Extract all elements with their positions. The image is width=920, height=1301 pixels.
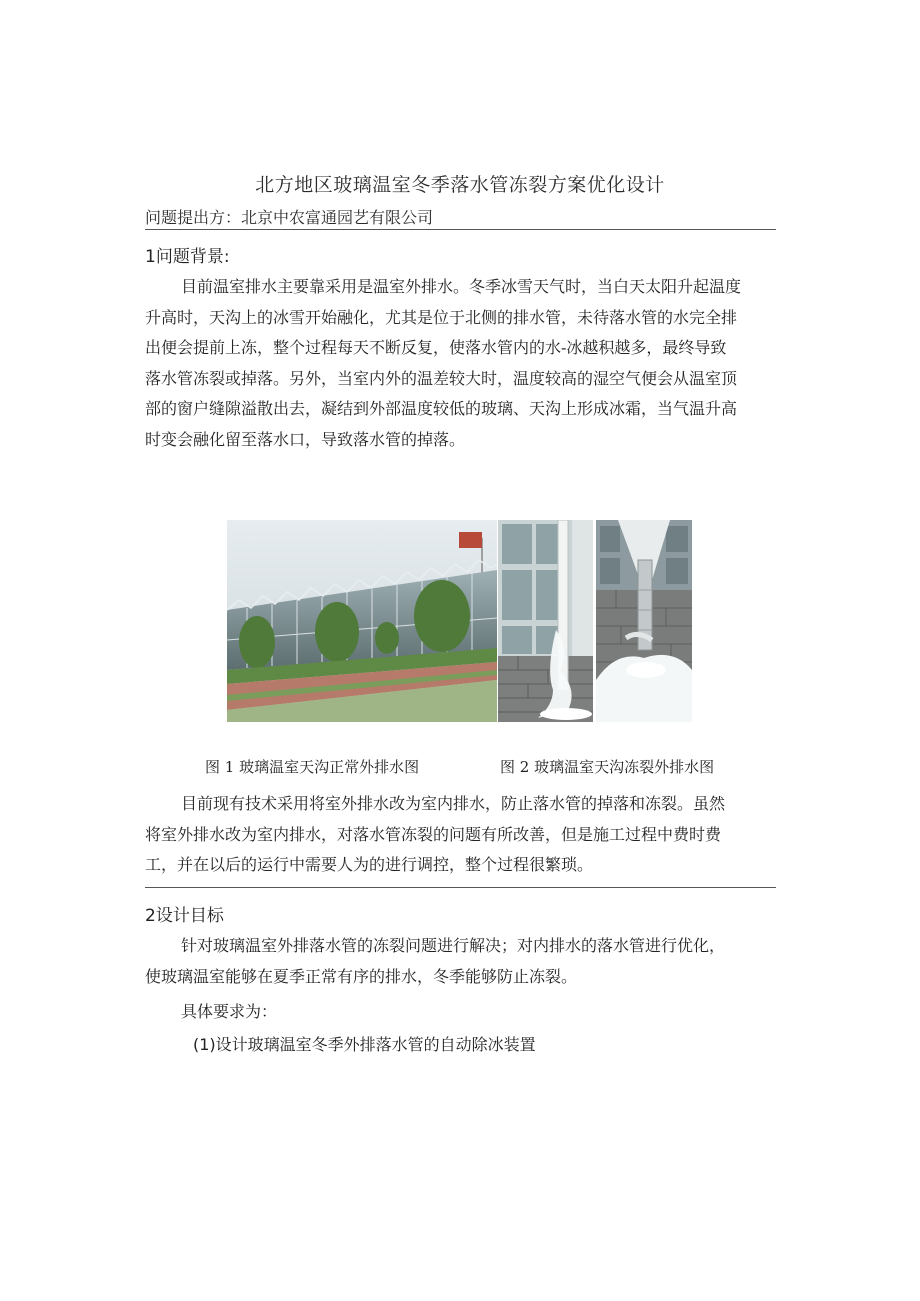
section-1-paragraph-1 [145, 272, 776, 455]
paragraph-line: 落水管冻裂或掉落。另外，当室内外的温差较大时，温度较高的湿空气便会从温室顶 [145, 368, 738, 388]
section-2-paragraph-1 [145, 931, 776, 992]
paragraph-line: 目前温室排水主要靠采用是温室外排水。冬季冰雪天气时，当白天太阳升起温度 [181, 277, 742, 296]
paragraph-line: 部的窗户缝隙溢散出去，凝结到外部温度较低的玻璃、天沟上形成冰霜，当气温升高 [145, 399, 738, 418]
divider-rule [145, 887, 776, 888]
greenhouse-exterior-illustration [227, 520, 497, 722]
downpipe-ice-illustration [498, 520, 593, 722]
greenhouse-exterior-photo [227, 520, 497, 722]
paragraph-line: 将室外排水改为室内排水，对落水管冻裂的问题有所改善，但是施工过程中费时费 [145, 824, 722, 844]
paragraph-line: 具体要求为： [181, 1002, 278, 1021]
paragraph-line: 工，并在以后的运行中需要人为的进行调控，整个过程很繁琐。 [145, 855, 594, 874]
divider-rule [145, 229, 776, 230]
section-1-heading: 1问题背景: [145, 247, 230, 267]
downpipe-ice-photo [498, 520, 593, 722]
figure-2-caption: 图 2 玻璃温室天沟冻裂外排水图 [500, 758, 715, 776]
requirements-label [145, 997, 776, 1028]
paragraph-line: 目前现有技术采用将室外排水改为室内排水，防止落水管的掉落和冻裂。虽然 [181, 794, 726, 813]
figure-photos [227, 520, 692, 722]
section-1-paragraph-2 [145, 789, 776, 881]
paragraph-line: 针对玻璃温室外排落水管的冻裂问题进行解决；对内排水的落水管进行优化， [181, 936, 726, 955]
section-2-heading: 2设计目标 [145, 906, 224, 926]
paragraph-line: 使玻璃温室能够在夏季正常有序的排水，冬季能够防止冻裂。 [145, 966, 578, 986]
requirement-item-1: (1)设计玻璃温室冬季外排落水管的自动除冰装置 [193, 1035, 536, 1054]
paragraph-line: 出便会提前上冻，整个过程每天不断反复，使落水管内的水-冰越积越多，最终导致 [145, 338, 727, 357]
document-title: 北方地区玻璃温室冬季落水管冻裂方案优化设计 [255, 174, 665, 196]
frozen-outlet-photo [596, 520, 692, 722]
problem-proposer: 问题提出方：北京中农富通园艺有限公司 [145, 208, 434, 227]
paragraph-line: 升高时，天沟上的冰雪开始融化，尤其是位于北侧的排水管，未待落水管的水完全排 [145, 307, 738, 327]
paragraph-line: 时变会融化留至落水口，导致落水管的掉落。 [145, 429, 466, 449]
frozen-outlet-illustration [596, 520, 692, 722]
figure-1-caption: 图 1 玻璃温室天沟正常外排水图 [205, 758, 420, 776]
